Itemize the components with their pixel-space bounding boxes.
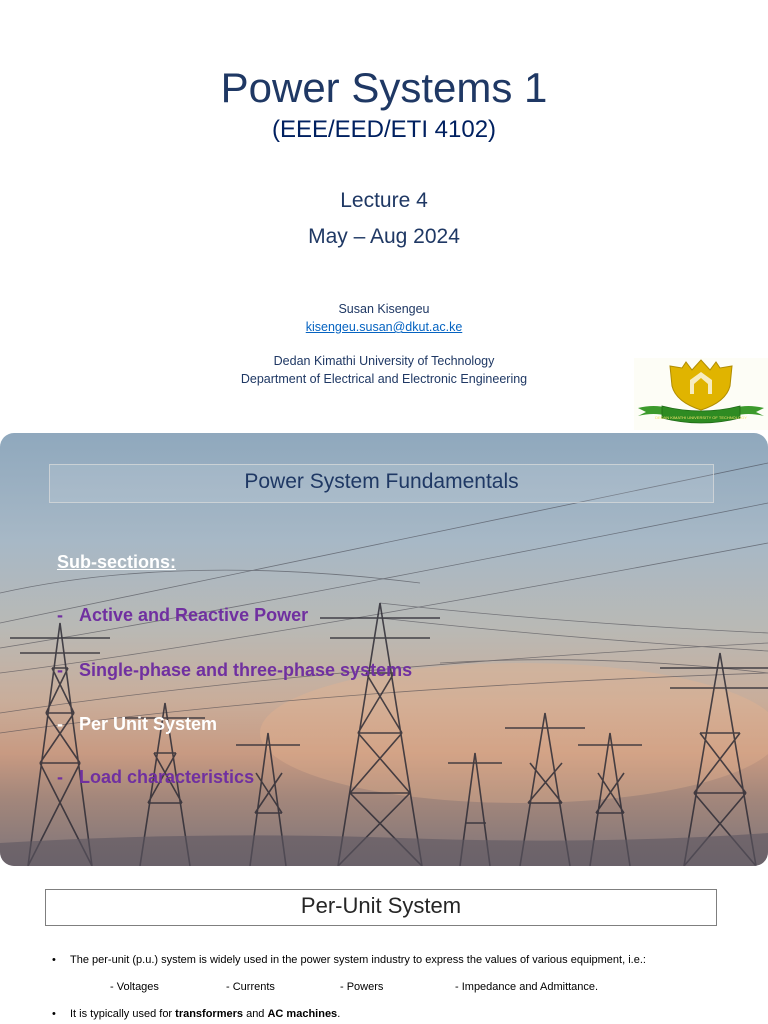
quantity-powers: - Powers xyxy=(340,981,384,993)
subsection-label: Single-phase and three-phase systems xyxy=(79,660,413,680)
bullet-text-usage xyxy=(70,1008,340,1020)
section-title: Power System Fundamentals xyxy=(244,470,519,493)
list-dash: - xyxy=(57,767,63,787)
subsection-item xyxy=(57,660,412,681)
list-dash: - xyxy=(57,605,63,625)
university-name: Dedan Kimathi University of Technology xyxy=(273,354,495,368)
svg-text:DEDAN KIMATHI UNIVERSITY OF TE: DEDAN KIMATHI UNIVERSITY OF TECHNOLOGY xyxy=(655,415,747,420)
bullet-icon: • xyxy=(52,954,56,966)
bullet-prefix: It is typically used for xyxy=(70,1008,176,1020)
lecturer-email-link[interactable]: kisengeu.susan@dkut.ac.ke xyxy=(305,320,463,334)
term-dates: May – Aug 2024 xyxy=(308,225,460,248)
course-code: (EEE/EED/ETI 4102) xyxy=(271,116,497,143)
slide-heading: Per-Unit System xyxy=(300,893,462,918)
course-title: Power Systems 1 xyxy=(220,64,548,111)
subsections-label: Sub-sections: xyxy=(57,552,177,572)
bullet-mid: and xyxy=(243,1008,268,1020)
bullet-icon: • xyxy=(52,1008,56,1020)
department-name: Department of Electrical and Electronic Engineering xyxy=(240,372,528,386)
bold-transformers: transformers xyxy=(175,1008,244,1020)
bullet-suffix: . xyxy=(337,1008,341,1020)
subsection-label: Per Unit System xyxy=(79,714,218,734)
quantity-voltages: - Voltages xyxy=(110,981,159,993)
quantity-impedance: - Impedance and Admittance. xyxy=(455,981,599,993)
list-dash: - xyxy=(57,714,63,734)
subsection-item-current xyxy=(57,714,217,735)
subsection-label: Active and Reactive Power xyxy=(79,605,309,625)
subsection-label: Load characteristics xyxy=(79,767,255,787)
bullet-text: The per-unit (p.u.) system is widely used in the power system industry to express the values of various equipment, i.e.: xyxy=(70,954,646,966)
lecturer-name: Susan Kisengeu xyxy=(338,302,430,316)
university-crest-icon xyxy=(634,358,768,430)
quantity-currents: - Currents xyxy=(226,981,275,993)
bold-ac-machines: AC machines xyxy=(267,1008,338,1020)
subsection-item xyxy=(57,767,254,788)
lecture-number: Lecture 4 xyxy=(340,189,428,212)
subsection-item xyxy=(57,605,308,626)
list-dash: - xyxy=(57,660,63,680)
